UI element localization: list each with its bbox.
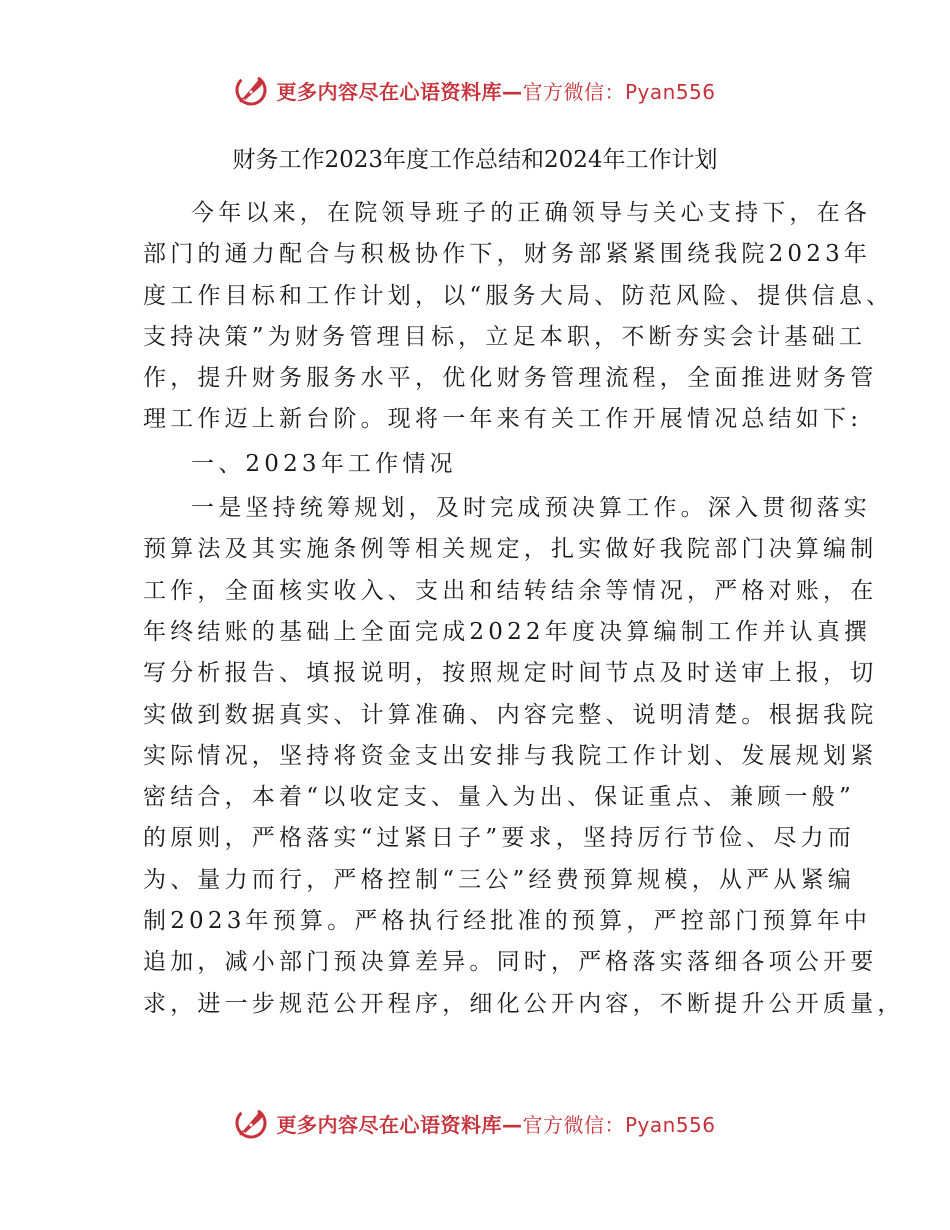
document-title: 财务工作2023年度工作总结和2024年工作计划 (232, 147, 718, 173)
paragraph-line: 追加，减小部门预决算差异。同时，严格落实落细各项公开要 (143, 949, 878, 976)
paragraph-line: 今年以来，在院领导班子的正确领导与关心支持下，在各 (191, 200, 871, 226)
paragraph-line: 求，进一步规范公开程序，细化公开内容，不断提升公开质量， (143, 990, 905, 1017)
banner-dash: — (501, 79, 523, 104)
banner-title: 更多内容尽在心语资料库 (276, 79, 502, 104)
paragraph-line: 度工作目标和工作计划，以“服务大局、防范风险、提供信息、 (143, 282, 894, 309)
paragraph-line: 预算法及其实施条例等相关规定，扎实做好我院部门决算编制 (143, 536, 878, 563)
document-body (143, 193, 905, 1025)
wechat-label: 官方微信： (522, 79, 625, 104)
paragraph-line: 实际情况，坚持将资金支出安排与我院工作计划、发展规划紧 (143, 742, 878, 769)
paragraph-line: 工作，全面核实收入、支出和结转结余等情况，严格对账，在 (143, 577, 878, 604)
paragraph-line: 实做到数据真实、计算准确、内容完整、说明清楚。根据我院 (143, 701, 878, 728)
paragraph-line: 部门的通力配合与积极协作下，财务部紧紧围绕我院2023年 (143, 241, 872, 268)
paragraph-line: 写分析报告、填报说明，按照规定时间节点及时送审上报，切 (143, 660, 878, 687)
footer-banner (0, 1103, 950, 1143)
paragraph-line: 支持决策”为财务管理目标，立足本职，不断夯实会计基础工 (143, 323, 867, 350)
pen-nib-logo-icon (234, 73, 268, 107)
paragraph-line: 制2023年预算。严格执行经批准的预算，严控部门预算年中 (143, 908, 872, 935)
paragraph-line: 年终结账的基础上全面完成2022年度决算编制工作并认真撰 (143, 618, 872, 645)
paragraph-line: 为、量力而行，严格控制“三公”经费预算规模，从严从紧编 (143, 866, 855, 893)
banner-text (276, 1109, 715, 1138)
header-banner (0, 70, 950, 110)
paragraph-line: 的原则，严格落实“过紧日子”要求，坚持厉行节俭、尽力而 (143, 825, 855, 852)
pen-nib-logo-icon (234, 1106, 268, 1140)
wechat-id: Pyan556 (624, 1112, 716, 1137)
paragraph-line: 理工作迈上新台阶。现将一年来有关工作开展情况总结如下: (143, 406, 863, 433)
paragraph-line: 密结合，本着“以收定支、量入为出、保证重点、兼顾一般” (143, 784, 855, 811)
banner-title: 更多内容尽在心语资料库 (276, 1112, 502, 1137)
banner-dash: — (501, 1112, 523, 1137)
wechat-label: 官方微信： (522, 1112, 625, 1137)
paragraph-line: 一是坚持统筹规划，及时完成预决算工作。深入贯彻落实 (191, 495, 871, 522)
section-heading: 一、2023年工作情况 (191, 450, 457, 477)
paragraph-line: 作，提升财务服务水平，优化财务管理流程，全面推进财务管 (143, 365, 878, 392)
banner-text (276, 76, 715, 105)
wechat-id: Pyan556 (624, 79, 716, 104)
